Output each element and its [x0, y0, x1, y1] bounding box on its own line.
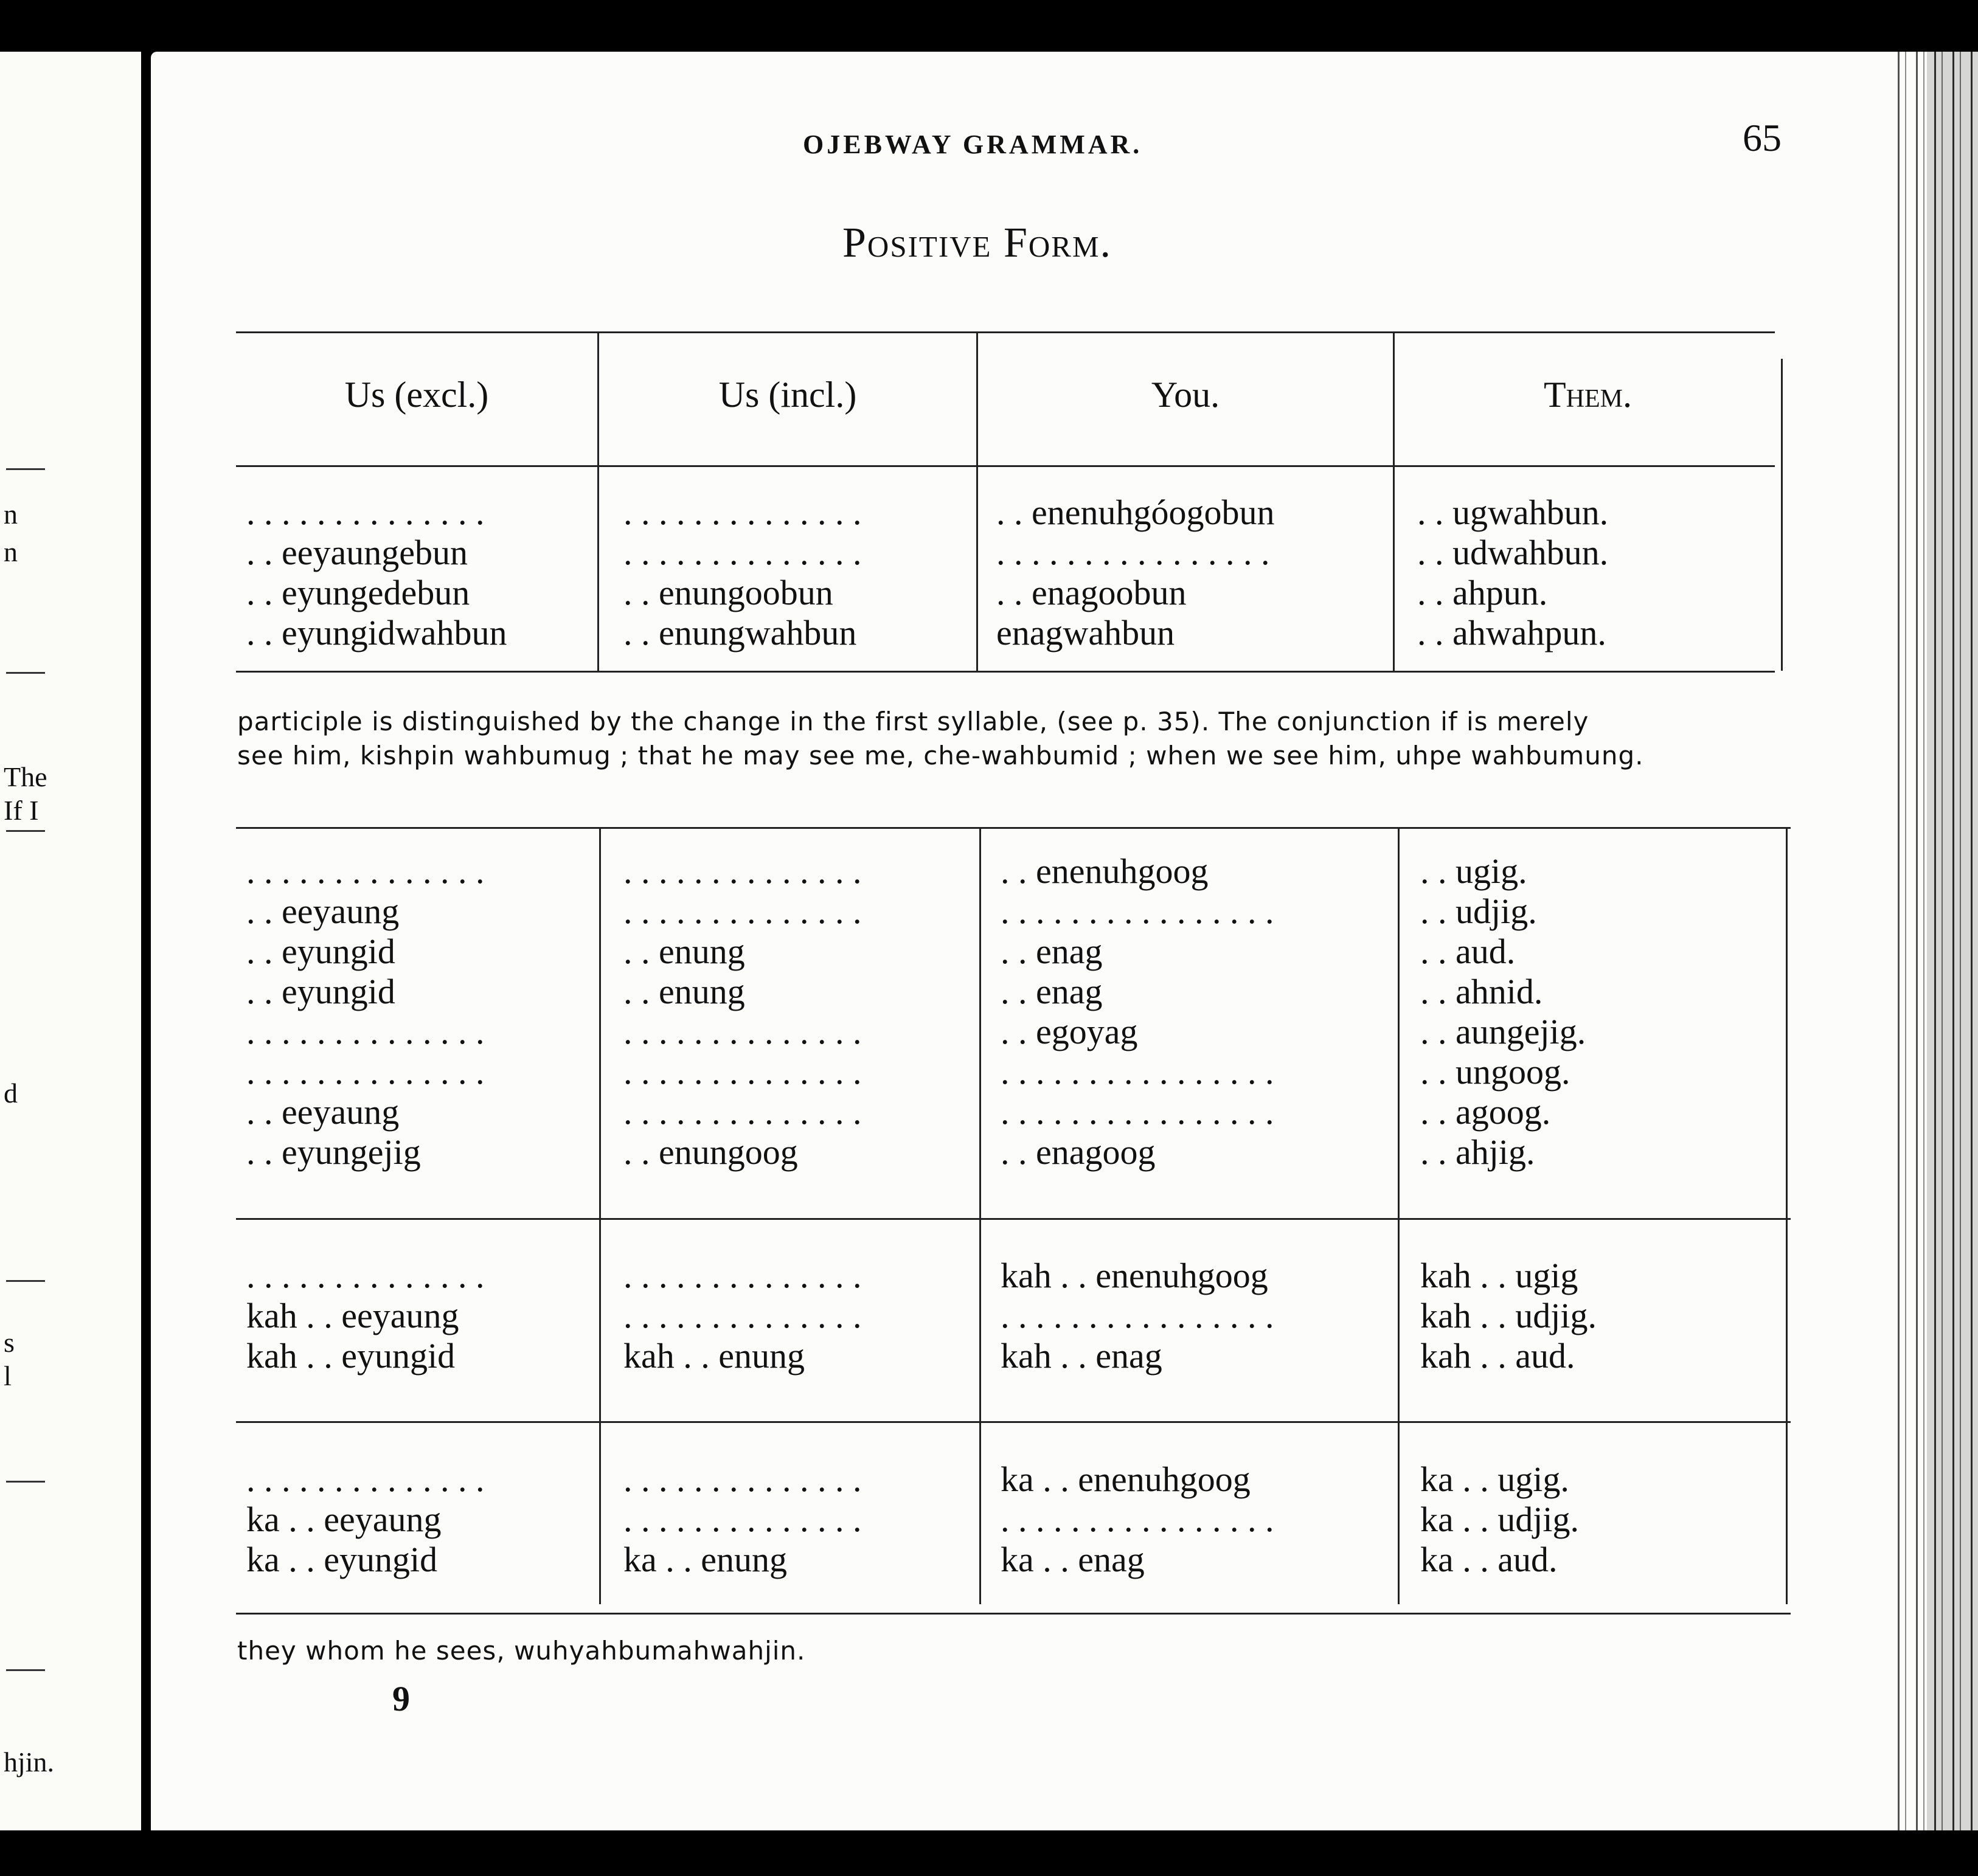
ka-cell-us-excl: . . . . . . . . . . . . . . ka . . eeyaung ka . . eyungid [246, 1459, 485, 1579]
top-cell-them: . . ugwahbun. . . udwahbun. . . ahpun. . . ahwahpun. [1417, 493, 1609, 652]
left-rule [6, 1669, 45, 1671]
section-title: Positive Form. [842, 220, 1112, 266]
header-us-excl: Us (excl.) [344, 375, 489, 415]
column-divider [599, 829, 601, 1604]
top-cell-us-incl: . . . . . . . . . . . . . . . . . . . . . . . . . . . . . . enungoobun . . enungwahbun [623, 493, 862, 652]
column-divider [1786, 829, 1788, 1604]
note-line-2: see him, kishpin wahbumug ; that he may see me, che-wahbumid ; when we see him, uhpe wahbumung. [237, 741, 1644, 770]
note-line-1: participle is distinguished by the change in the first syllable, (see p. 35). The conjunction if is merely [237, 707, 1589, 736]
signature-mark: 9 [392, 1679, 410, 1719]
table-header-rule [236, 465, 1775, 467]
ka-cell-you: ka . . enenuhgoog . . . . . . . . . . . . . . . . ka . . enag [1001, 1459, 1274, 1579]
bottom-cell-us-incl: . . . . . . . . . . . . . . . . . . . . . . . . . . . . . . enung . . enung . . . . . . . . . . . . . . . . . . . . . . . . . . . . . . . . . . . . . . . . . . . . enungoog [623, 851, 862, 1172]
top-cell-you: . . enenuhgóogobun . . . . . . . . . . . . . . . . . . enagoobun enagwahbun [996, 493, 1275, 652]
top-cell-us-excl: . . . . . . . . . . . . . . . . eeyaungebun . . eyungedebun . . eyungidwahbun [246, 493, 507, 652]
kah-cell-you: kah . . enenuhgoog . . . . . . . . . . . . . . . . kah . . enag [1001, 1256, 1274, 1376]
running-title: OJEBWAY GRAMMAR. [803, 130, 1143, 159]
left-rule [6, 672, 45, 674]
left-rule [6, 830, 45, 832]
table-top-rule [236, 827, 1791, 829]
column-divider [979, 829, 981, 1604]
header-us-incl: Us (incl.) [718, 375, 857, 415]
left-fragment: n [4, 536, 18, 567]
kah-cell-us-incl: . . . . . . . . . . . . . . . . . . . . . . . . . . . . kah . . enung [623, 1256, 862, 1376]
left-fragment: The [4, 761, 47, 792]
page-number: 65 [1743, 116, 1782, 159]
header-you: You. [1151, 375, 1220, 415]
table-top-rule [236, 331, 1775, 333]
bottom-cell-them: . . ugig. . . udjig. . . aud. . . ahnid. . . aungejig. . . ungoog. . . agoog. . . ahjig. [1420, 851, 1586, 1172]
left-rule [6, 1481, 45, 1483]
left-fragment: If I [4, 795, 39, 826]
bottom-cell-us-excl: . . . . . . . . . . . . . . . . eeyaung . . eyungid . . eyungid . . . . . . . . . . . . . . . . . . . . . . . . . . . . . . eeyaung . . eyungejig [246, 851, 485, 1172]
bottom-cell-you: . . enenuhgoog . . . . . . . . . . . . . . . . . . enag . . enag . . egoyag . . . . . . . . . . . . . . . . . . . . . . . . . . . . . . . . . . enagoog [1001, 851, 1274, 1172]
left-fragment: l [4, 1360, 12, 1391]
left-fragment: hjin. [4, 1746, 55, 1777]
row-rule [236, 1218, 1791, 1220]
ka-cell-them: ka . . ugig. ka . . udjig. ka . . aud. [1420, 1459, 1579, 1579]
kah-cell-us-excl: . . . . . . . . . . . . . . kah . . eeyaung kah . . eyungid [246, 1256, 485, 1376]
left-fragment: d [4, 1078, 18, 1109]
left-page-margin [0, 52, 141, 1830]
table-bottom-rule [236, 671, 1775, 673]
column-divider [1781, 359, 1783, 671]
header-them: Them. [1544, 375, 1632, 415]
left-rule [6, 1280, 45, 1282]
left-fragment: s [4, 1327, 15, 1358]
column-divider [1398, 829, 1400, 1604]
footnote: they whom he sees, wuhyahbumahwahjin. [237, 1636, 806, 1666]
kah-cell-them: kah . . ugig kah . . udjig. kah . . aud. [1420, 1256, 1597, 1376]
left-rule [6, 468, 45, 470]
left-fragment: n [4, 499, 18, 530]
row-rule [236, 1421, 1791, 1423]
ka-cell-us-incl: . . . . . . . . . . . . . . . . . . . . . . . . . . . . ka . . enung [623, 1459, 862, 1579]
page-edge [1892, 52, 1978, 1830]
table-bottom-rule [236, 1613, 1791, 1615]
